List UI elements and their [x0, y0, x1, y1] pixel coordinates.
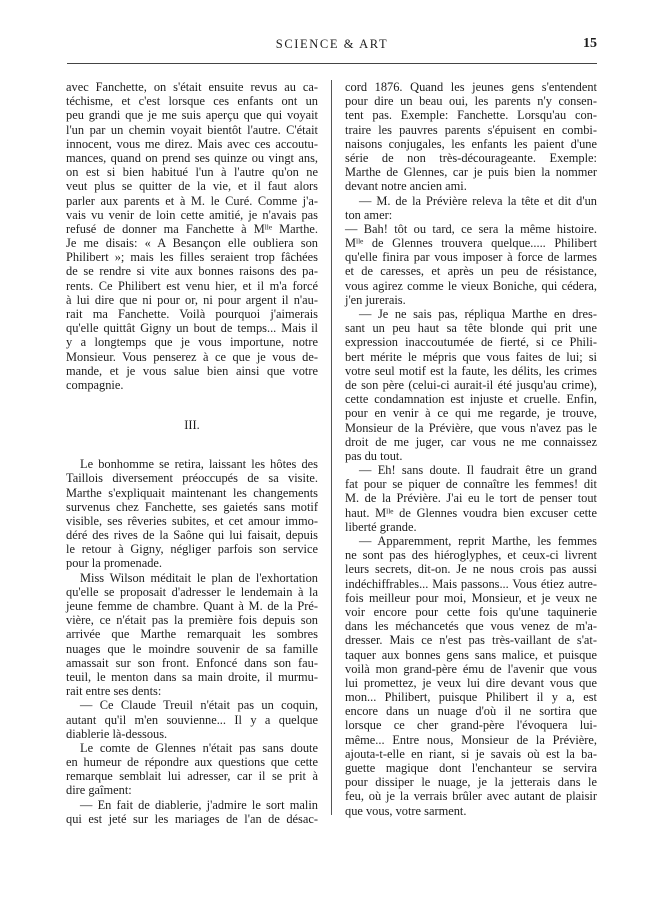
text-line: en humeur de répondre aux questions que cette	[66, 755, 318, 770]
text-line: — M. de la Prévière releva la tête et dit d'un	[359, 193, 597, 208]
text-line: pour en venir à ce qui me regarde, je trouve,	[345, 406, 597, 421]
paragraph	[66, 798, 318, 826]
text-line: dire gaîment:	[66, 783, 132, 798]
text-line: droit de me juger, car vous ne me connaissez	[345, 434, 597, 449]
text-line: cord 1876. Quand les jeunes gens s'entendent	[345, 80, 597, 94]
text-line: jeune femme de chambre. Quant à M. de la Pré-	[66, 599, 318, 613]
text-line: — Ce Claude Treuil n'était pas un coquin,	[80, 698, 318, 713]
text-line: votre seul motif est la faute, les délits, les crimes	[345, 363, 597, 378]
text-line: dresser. Mais ce n'est pas très-vaillant de s'at-	[345, 633, 597, 648]
text-line: l'un par un chemin voyait bientôt l'autre. C'était	[66, 122, 318, 137]
text-line: Le comte de Glennes n'était pas sans doute	[80, 740, 318, 755]
text-line: et de caresses, et après un peu de résistance,	[345, 264, 597, 279]
text-line: de se rendre si vite aux bonnes raisons des pa-	[66, 264, 318, 279]
text-line: remarque semblait lui adresser, car il se prit à	[66, 769, 318, 784]
page-number: 15	[583, 36, 597, 51]
section-heading: III.	[184, 418, 200, 433]
text-line: devant notre ancien ami.	[345, 179, 467, 194]
text-line: Mˡˡᵉ de Glennes trouvera quelque..... Philibert	[345, 236, 597, 251]
text-line: Marthe de Glennes, car je puis bien la nommer	[345, 165, 597, 180]
text-line: haut. Mˡˡᵉ de Glennes voudra bien excuser cette	[345, 505, 597, 520]
text-line: Monsieur de la Prévière, que vous n'avez pas le	[345, 420, 597, 435]
text-line: de son père (celui-ci aurait-il été jusqu'au crime),	[345, 377, 597, 392]
text-line: à lui dire que ni pour or, ni pour argent il n'au-	[66, 292, 318, 307]
text-line: visible, ses rêveries subites, et cet amour immo-	[66, 513, 318, 528]
page-header	[67, 37, 597, 55]
paragraph	[345, 463, 597, 534]
text-line: teuil, le menton dans sa main droite, il murmu-	[66, 669, 318, 684]
text-line: fois meilleur pour moi, Monsieur, et je veux ne	[345, 590, 597, 605]
paragraph	[345, 194, 597, 222]
text-line: amassait sur son front. Enfoncé dans son fau-	[66, 655, 318, 670]
text-line: pour dissiper le nuage, je la jetterais dans le	[345, 775, 597, 790]
text-line: bert mérite le mépris que vous faites de lui; si	[345, 349, 597, 364]
text-line: rents. Ce Philibert est venu hier, et il m'a forcé	[66, 278, 318, 293]
text-line: vous agirez comme le vieux Boniche, qui cédera,	[345, 278, 597, 293]
text-line: veut plus se quitter de la vie, et il faut alors	[66, 179, 318, 194]
paragraph	[345, 80, 597, 194]
text-line: lorsque ce cher grand-père l'évoquera lui-	[345, 718, 597, 733]
text-line: liberté grande.	[345, 519, 417, 534]
text-line: arrivée que Marthe remarquait les sombres	[66, 627, 318, 642]
text-line: mon... Philibert, puisque Philibert il y a, est	[345, 690, 597, 705]
text-line: Philibert »; mais les filles seraient trop fâchées	[66, 250, 318, 265]
text-line: lui promettez, je veux lui dire devant vous que	[345, 675, 597, 690]
text-line: pas du tout.	[345, 448, 403, 463]
paragraph	[66, 80, 318, 392]
text-line: même... Entre nous, Monsieur de la Prévière,	[345, 732, 597, 747]
text-line: ajouta-t-elle en riant, si je savais où est la ba-	[345, 746, 597, 761]
text-line: guette magique dont l'enchanteur se servira	[345, 761, 597, 775]
text-line: vais vu venir de loin cette amitié, je n'avais pas	[66, 207, 318, 222]
paragraph	[66, 571, 318, 699]
text-line: Monsieur. Vous penserez à ce que je vous de-	[66, 349, 318, 364]
paragraph	[66, 457, 318, 571]
right-column	[345, 80, 597, 818]
column-divider	[331, 80, 332, 815]
text-line: — Je ne sais pas, répliqua Marthe en dres-	[359, 307, 597, 321]
text-line: qu'elle finira par vous imposer à force de larmes	[345, 250, 597, 265]
text-line: voilà mon grand-père ému de l'avenir que vous	[345, 661, 597, 676]
text-line: leurs secrets, dit-on. Je ne nous crois pas aussi	[345, 562, 597, 577]
text-line: Taillois diversement préoccupés de sa visite.	[66, 471, 318, 486]
paragraph	[66, 698, 318, 741]
text-line: pour dire un beau oui, les parents n'y consen-	[345, 94, 597, 109]
text-line: parler aux parents et à M. le Curé. Comme j'a-	[66, 193, 318, 208]
paragraph	[345, 534, 597, 818]
text-line: taquer aux bonnes gens sans malice, et puisque	[345, 647, 597, 662]
text-line: que vous, votre sarment.	[345, 803, 467, 818]
header-rule	[67, 63, 597, 64]
text-line: rait entre ses dents:	[66, 684, 162, 699]
text-line: y a longtemps que je vous importune, notre	[66, 335, 318, 350]
paragraph	[345, 307, 597, 463]
text-line: compagnie.	[66, 377, 124, 392]
text-line: diablerie là-dessous.	[66, 726, 168, 741]
text-line: rait ma Fanchette. Voilà pourquoi j'aimerais	[66, 307, 318, 321]
left-text-after-section	[66, 457, 318, 826]
text-line: vière, ce n'était pas la première fois depuis son	[66, 613, 318, 628]
text-line: Je me disais: « A Besançon elle oubliera son	[66, 236, 318, 251]
text-line: Miss Wilson méditait le plan de l'exhortation	[80, 570, 318, 585]
text-line: naisons conjugales, les enfants les paient d'une	[345, 136, 597, 151]
text-line: cette condamnation est injuste et cruelle. Enfin,	[345, 392, 597, 407]
text-line: — En fait de diablerie, j'admire le sort malin	[80, 797, 318, 812]
text-line: — Bah! tôt ou tard, ce sera la même histoire.	[345, 221, 597, 236]
text-line: peu grandi que je me suis aperçu que qui voyait	[66, 108, 318, 123]
left-text-before-section	[66, 80, 318, 392]
text-line: qu'elle se proposait d'adresser le lendemain à la	[66, 584, 318, 599]
text-line: expression inaccoutumée de fierté, si ce Phili-	[345, 335, 597, 350]
text-line: refusé de donner ma Fanchette à Mˡˡᵉ Marthe.	[66, 221, 318, 236]
text-line: encore dans un nuage d'où il ne sortira que	[345, 704, 597, 719]
text-line: nuages que le moindre souvenir de sa famille	[66, 641, 318, 656]
text-line: le retour à Gigny, négliger parfois son service	[66, 542, 318, 557]
text-line: innocent, vous me direz. Mais avec ces accoutu-	[66, 136, 318, 151]
text-line: qui est jeté sur les mariages de l'an de désac-	[66, 811, 318, 826]
text-line: j'en jurerais.	[345, 292, 406, 307]
paragraph	[345, 222, 597, 307]
text-line: série de non très-décourageante. Exemple:	[345, 150, 597, 165]
text-line: sant un peu haut sa tête blonde qui prit une	[345, 321, 597, 336]
text-line: tent pas. Exemple: Fanchette. Lorsqu'au con-	[345, 108, 597, 123]
text-line: fat pour se piquer de connaître les femmes! dit	[345, 477, 597, 492]
text-line: feu, où je la verrais brûler avec autant de plaisir	[345, 789, 597, 804]
text-line: — Apparemment, reprit Marthe, les femmes	[359, 534, 597, 548]
text-line: traire les pauvres parents s'épuisent en combi-	[345, 122, 597, 137]
text-line: pour la promenade.	[66, 556, 162, 571]
running-title: SCIENCE & ART	[275, 37, 389, 51]
text-line: indéchiffrables... Mais passons... Vous étiez autre-	[345, 576, 597, 591]
text-line: voir encore pour cette fois qu'une taquinerie	[345, 604, 597, 619]
paragraph	[66, 741, 318, 798]
text-line: avec Fanchette, on s'était ensuite revus au ca-	[66, 80, 318, 94]
text-line: — Eh! sans doute. Il faudrait être un grand	[359, 463, 597, 478]
text-line: déré des rives de la Saône qui lui faisait, depuis	[66, 528, 318, 543]
text-line: Marthe s'expliquait maintenant les changements	[66, 485, 318, 500]
left-column	[66, 80, 318, 826]
text-line: dans les méchancetés que vous venez de m'a-	[345, 619, 597, 634]
text-line: on est si bien habitué l'un à l'autre qu'on ne	[66, 165, 318, 180]
text-line: M. de la Prévière. J'ai eu le tort de penser tout	[345, 491, 597, 506]
text-line: mances, quand on prend ses quinze ou vingt ans,	[66, 150, 318, 165]
text-line: ne sont pas des hiéroglyphes, et ceux-ci livrent	[345, 548, 597, 563]
text-line: survenus chez Fanchette, ses gaietés sans motif	[66, 499, 318, 514]
text-line: qu'elle quittât Gigny un bout de temps... Mais il	[66, 321, 318, 336]
text-line: autant qu'il m'en souvienne... Il y a quelque	[66, 712, 318, 727]
text-line: mande, et je vous salue bien ainsi que votre	[66, 363, 318, 378]
text-line: téchisme, et c'est lorsque ces enfants ont un	[66, 94, 318, 109]
text-line: Le bonhomme se retira, laissant les hôtes des	[80, 457, 318, 472]
text-line: ton amer:	[345, 207, 393, 222]
